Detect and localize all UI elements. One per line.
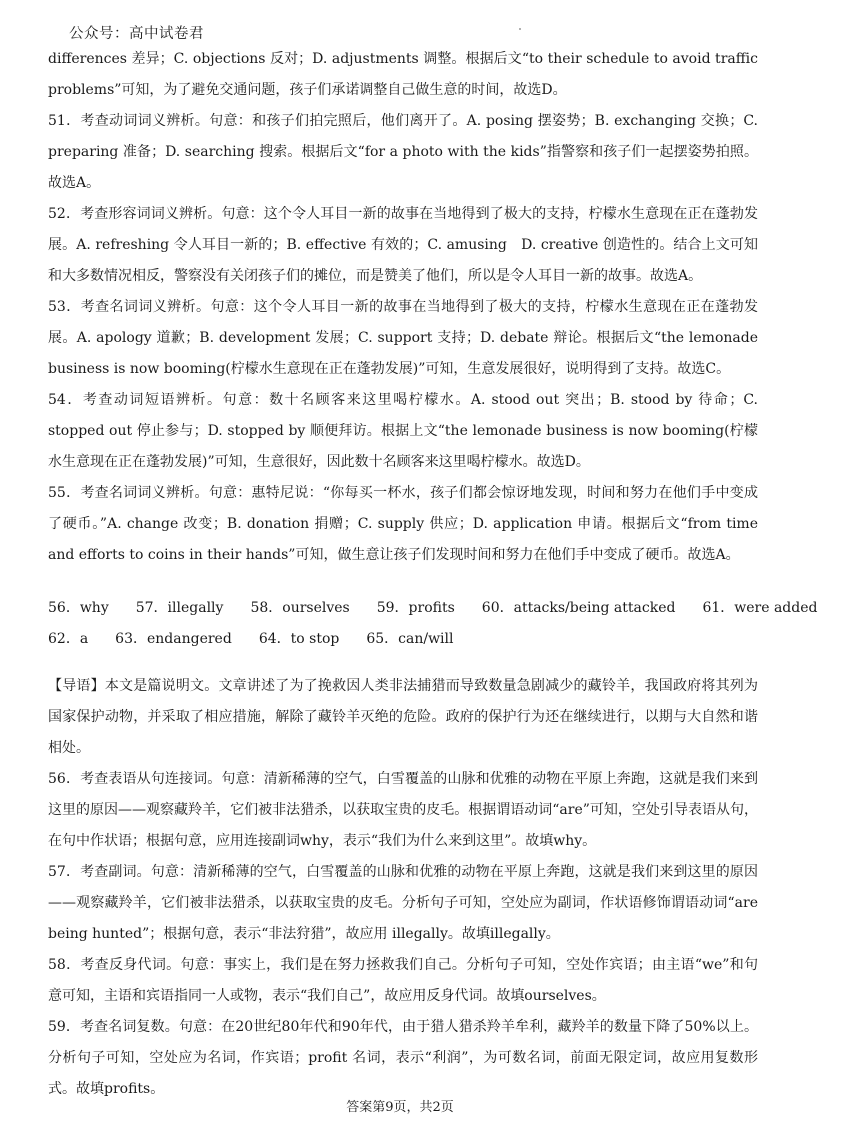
answer-item: 61．were added	[702, 600, 818, 616]
explanation-paragraph: 52．考查形容词词义辨析。句意：这个令人耳目一新的故事在当地得到了极大的支持，柠檬水生意现在正在蓬勃发展。A. refreshing 令人耳目一新的；B. effective 有效的；C. amusing D. creative 创造性的。结合上文可知和大多数情况相反，警察没有关闭孩子们的摊位，而是赞美了他们，所以是令人耳目一新的故事。故选A。	[48, 206, 758, 284]
decorative-dot	[519, 28, 521, 30]
answer-item: 60．attacks/being attacked	[481, 600, 676, 616]
answer-item: 58．ourselves	[250, 600, 350, 616]
page-footer: 答案第9页，共2页	[346, 1100, 454, 1115]
intro-paragraph: 【导语】本文是篇说明文。文章讲述了为了挽救因人类非法捕猎而导致数量急剧减少的藏铃羊，我国政府将其列为国家保护动物，并采取了相应措施，解除了藏铃羊灭绝的危险。政府的保护行为还在继续进行，以期与大自然和谐相处。	[48, 678, 758, 756]
explanation-paragraph: 53．考查名词词义辨析。句意：这个令人耳目一新的故事在当地得到了极大的支持，柠檬水生意现在正在蓬勃发展。A. apology 道歉；B. development 发展；C. support 支持；D. debate 辩论。根据后文“the lemonade business is now booming(柠檬水生意现在正在蓬勃发展)”可知，生意发展很好，说明得到了支持。故选C。	[48, 299, 758, 377]
explanation-paragraph: 55．考查名词词义辨析。句意：惠特尼说：“你每买一杯水，孩子们都会惊讶地发现，时间和努力在他们手中变成了硬币。”A. change 改变；B. donation 捐赠；C. supply 供应；D. application 申请。根据后文“from time and efforts to coins in their hands”可知，做生意让孩子们发现时间和努力在他们手中变成了硬币。故选A。	[48, 485, 758, 563]
answer-row	[48, 624, 758, 655]
answer-key	[48, 593, 818, 655]
explanation-paragraph: differences 差异；C. objections 反对；D. adjustments 调整。根据后文“to their schedule to avoid traffic problems”可知，为了避免交通问题，孩子们承诺调整自己做生意的时间，故选D。	[48, 51, 758, 98]
answer-item: 59．profits	[376, 600, 455, 616]
explanation-paragraph: 57．考查副词。句意：清新稀薄的空气，白雪覆盖的山脉和优雅的动物在平原上奔跑，这就是我们来到这里的原因——观察藏羚羊，它们被非法猎杀，以获取宝贵的皮毛。分析句子可知，空处应为副词，作状语修饰谓语动词“are being hunted”；根据句意，表示“非法狩猎”，故应用 illegally。故填illegally。	[48, 864, 758, 942]
explanation-paragraph: 58．考查反身代词。句意：事实上，我们是在努力拯救我们自己。分析句子可知，空处作宾语；由主语“we”和句意可知，主语和宾语指同一人或物，表示“我们自己”，故应用反身代词。故填ourselves。	[48, 957, 758, 1004]
answer-item: 64．to stop	[258, 631, 340, 647]
document-body	[48, 44, 818, 1105]
answer-item: 63．endangered	[115, 631, 232, 647]
answer-item: 65．can/will	[366, 631, 454, 647]
answer-row	[48, 593, 818, 624]
explanation-paragraph: 54．考查动词短语辨析。句意：数十名顾客来这里喝柠檬水。A. stood out 突出；B. stood by 待命；C. stopped out 停止参与；D. stopped by 顺便拜访。根据上文“the lemonade business is now booming(柠檬水生意现在正在蓬勃发展)”可知，生意很好，因此数十名顾客来这里喝柠檬水。故选D。	[48, 392, 758, 470]
answer-item: 56．why	[48, 600, 109, 616]
page-header-source: 公众号：高中试卷君	[69, 26, 204, 42]
answer-item: 57．illegally	[135, 600, 224, 616]
answer-item: 62．a	[48, 631, 89, 647]
explanation-paragraph: 56．考查表语从句连接词。句意：清新稀薄的空气，白雪覆盖的山脉和优雅的动物在平原上奔跑，这就是我们来到这里的原因——观察藏羚羊，它们被非法猎杀，以获取宝贵的皮毛。根据谓语动词“are”可知，空处引导表语从句，在句中作状语；根据句意，应用连接副词why，表示“我们为什么来到这里”。故填why。	[48, 771, 758, 849]
explanation-paragraph: 51．考查动词词义辨析。句意：和孩子们拍完照后，他们离开了。A. posing 摆姿势；B. exchanging 交换；C. preparing 准备；D. searching 搜索。根据后文“for a photo with the kids”指警察和孩子们一起摆姿势拍照。故选A。	[48, 113, 758, 191]
explanation-paragraph: 59．考查名词复数。句意：在20世纪80年代和90年代，由于猎人猎杀羚羊牟利，藏羚羊的数量下降了50%以上。分析句子可知，空处应为名词，作宾语；profit 名词，表示“利润”，为可数名词，前面无限定词，故应用复数形式。故填profits。	[48, 1019, 758, 1097]
